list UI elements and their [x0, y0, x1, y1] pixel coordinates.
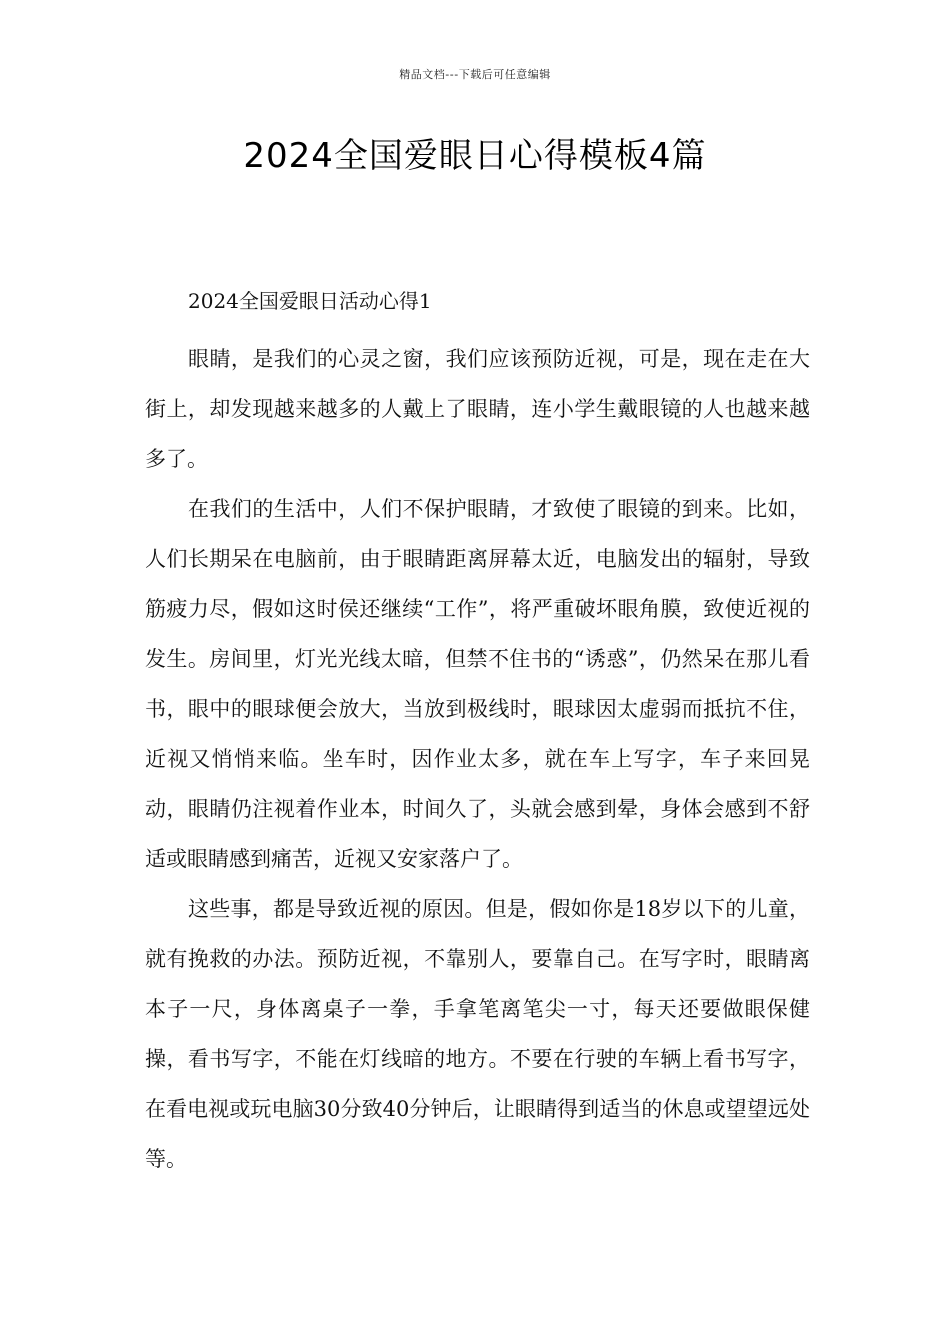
- paragraph: 眼睛，是我们的心灵之窗，我们应该预防近视，可是，现在走在大街上，却发现越来越多的人戴上了眼睛，连小学生戴眼镜的人也越来越多了。: [145, 347, 810, 471]
- paragraph: 在我们的生活中，人们不保护眼睛，才致使了眼镜的到来。比如，人们长期呆在电脑前，由于眼睛距离屏幕太近，电脑发出的辐射，导致筋疲力尽，假如这时侯还继续“工作”，将严重破坏眼角膜，致使近视的发生。房间里，灯光光线太暗，但禁不住书的“诱惑”，仍然呆在那儿看书，眼中的眼球便会放大，当放到极线时，眼球因太虚弱而抵抗不住，近视又悄悄来临。坐车时，因作业太多，就在车上写字，车子来回晃动，眼睛仍注视着作业本，时间久了，头就会感到晕，身体会感到不舒适或眼睛感到痛苦，近视又安家落户了。: [145, 497, 810, 871]
- document-title: 2024全国爱眼日心得模板4篇: [243, 136, 707, 176]
- header-note: 精品文档---下载后可任意编辑: [399, 68, 551, 81]
- section-heading: 2024全国爱眼日活动心得1: [188, 289, 432, 313]
- paragraph: 这些事，都是导致近视的原因。但是，假如你是18岁以下的儿童，就有挽救的办法。预防近视，不靠别人，要靠自己。在写字时，眼睛离本子一尺，身体离桌子一拳，手拿笔离笔尖一寸，每天还要做眼保健操，看书写字，不能在灯线暗的地方。不要在行驶的车辆上看书写字，在看电视或玩电脑30分致40分钟后，让眼睛得到适当的休息或望望远处等。: [145, 897, 810, 1171]
- document-body: [145, 284, 810, 1184]
